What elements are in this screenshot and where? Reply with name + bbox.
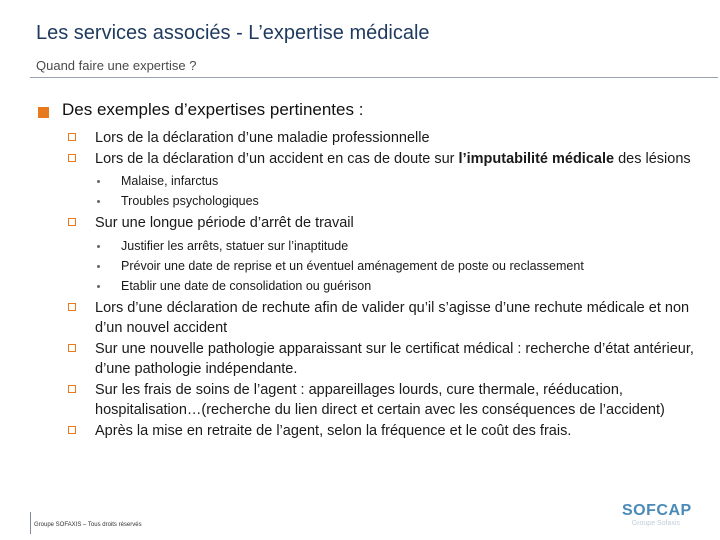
sub-list-item: [66, 236, 696, 256]
sub-list-item: [66, 171, 696, 191]
checkbox-bullet-icon: [68, 154, 76, 162]
list-item: [66, 128, 696, 149]
slide-subtitle: Quand faire une expertise ?: [36, 58, 197, 73]
list-item-text: Sur une longue période d’arrêt de travail: [95, 215, 354, 231]
company-logo: [622, 502, 692, 529]
sub-list-item-text: Troubles psychologiques: [121, 194, 259, 208]
list-item-emphasis: l’imputabilité médicale: [458, 150, 615, 167]
checkbox-bullet-icon: [68, 385, 76, 393]
sub-list-item: [66, 191, 696, 211]
list-item: [66, 149, 696, 170]
sub-list-item-text: Prévoir une date de reprise et un éventuel aménagement de poste ou reclassement: [121, 258, 584, 273]
checkbox-bullet-icon: [68, 344, 76, 352]
list-item-text: Lors de la déclaration d’une maladie professionnelle: [95, 130, 430, 146]
checkbox-bullet-icon: [68, 133, 76, 141]
list-item-text: Lors d’une déclaration de rechute afin de valider qu’il s’agisse d’une rechute médicale et non d’un nouvel accident: [95, 299, 690, 336]
sub-list-item: [66, 256, 696, 276]
list-item-text: Sur les frais de soins de l’agent : appareillages lourds, cure thermale, rééducation, hospitalisation…(recherche du lien direct et certain avec les conséquences de l’accident): [95, 381, 665, 418]
list-item-text: Après la mise en retraite de l’agent, selon la fréquence et le coût des frais.: [95, 422, 572, 439]
sub-list: [66, 236, 696, 296]
list-item-text: Sur une nouvelle pathologie apparaissant sur le certificat médical : recherche d’état antérieur, d’une pathologie indépendante.: [95, 340, 694, 377]
bullet-list: [66, 128, 696, 441]
dot-bullet-icon: [97, 285, 100, 288]
list-item-text: Lors de la déclaration d’un accident en cas de doute sur: [95, 150, 459, 167]
sub-list-item: [66, 276, 696, 296]
footer-copyright: Groupe SOFAXIS – Tous droits réservés: [34, 522, 142, 528]
logo-wordmark: SOFCAP: [622, 502, 692, 519]
checkbox-bullet-icon: [68, 426, 76, 434]
sub-list-item-text: Etablir une date de consolidation ou guérison: [121, 278, 372, 293]
sub-list: [66, 171, 696, 211]
checkbox-bullet-icon: [68, 218, 76, 226]
section-heading: Des exemples d’expertises pertinentes :: [62, 100, 364, 119]
header-divider: [30, 77, 718, 78]
square-bullet-icon: [38, 107, 49, 118]
footer-divider: [30, 512, 31, 534]
list-item: [66, 421, 696, 442]
logo-tagline: Groupe Sofaxis: [631, 520, 680, 527]
sub-list-item-text: Malaise, infarctus: [121, 174, 219, 188]
list-item: [66, 298, 696, 339]
checkbox-bullet-icon: [68, 303, 76, 311]
sub-list-item-text: Justifier les arrêts, statuer sur l’inaptitude: [121, 238, 349, 253]
list-item: [66, 380, 696, 421]
list-item: [66, 213, 696, 234]
dot-bullet-icon: [97, 245, 100, 248]
list-item-text-end: des lésions: [614, 150, 691, 167]
slide-title: Les services associés - L’expertise médicale: [36, 22, 430, 44]
dot-bullet-icon: [97, 180, 100, 183]
dot-bullet-icon: [97, 265, 100, 268]
dot-bullet-icon: [97, 200, 100, 203]
list-item: [66, 339, 696, 380]
